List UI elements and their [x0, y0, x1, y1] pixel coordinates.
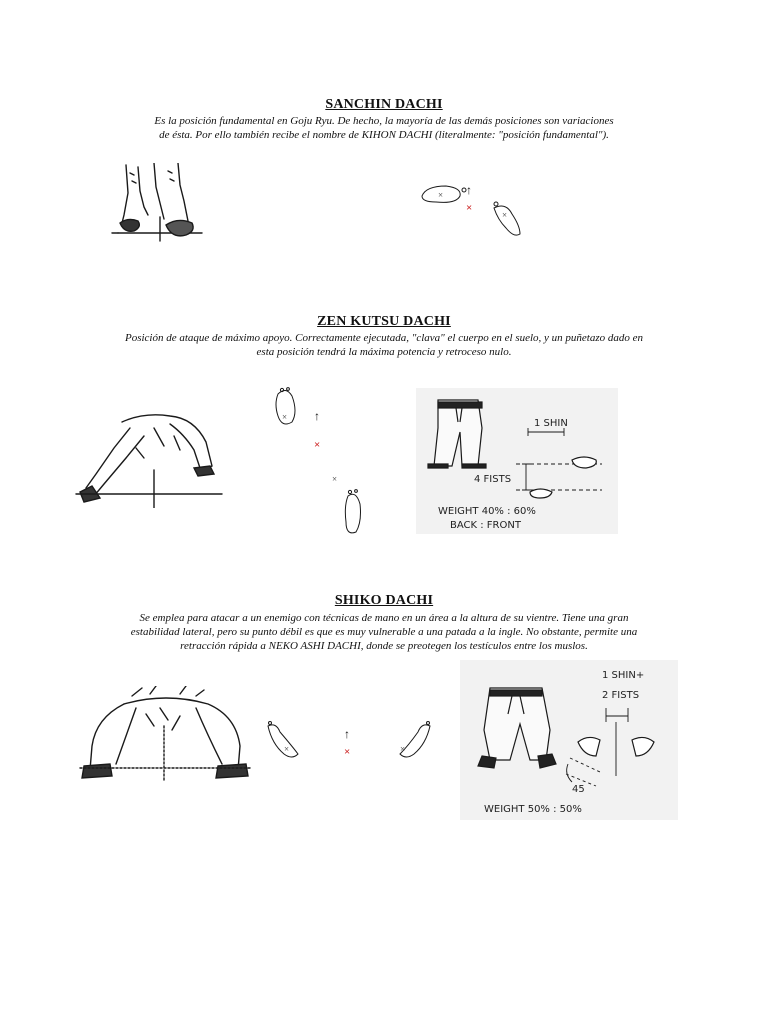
description-line: de ésta. Por ello también recibe el nombre de KIHON DACHI (literalmente: "posición fundamental").: [159, 129, 609, 141]
weight-distribution-label: WEIGHT 40% : 60%: [438, 506, 536, 517]
sanchin-stance-illustration: [108, 163, 208, 243]
center-mark: ×: [282, 412, 288, 422]
zenkutsu-foot-diagram: [264, 384, 374, 540]
shin-measure-label: 1 SHIN+: [602, 670, 645, 681]
zenkutsu-measurement-panel: [416, 388, 618, 534]
description-line: retracción rápida a NEKO ASHI DACHI, donde se preotegen los testículos entre los muslos.: [180, 640, 588, 652]
section-title-shiko: SHIKO DACHI: [334, 593, 434, 608]
center-mark: ×: [332, 474, 338, 484]
section-description-sanchin: [84, 114, 684, 142]
direction-arrow-icon: ↑: [344, 727, 350, 741]
section-title-sanchin: SANCHIN DACHI: [325, 97, 443, 112]
section-description-shiko: [64, 611, 704, 653]
front-footprint-icon: [345, 494, 360, 533]
direction-arrow-icon: ↑: [314, 409, 320, 423]
description-line: Posición de ataque de máximo apoyo. Correctamente ejecutada, "clava" el cuerpo en el suelo, y un puñetazo dado en: [124, 332, 644, 344]
description-line: Se emplea para atacar a un enemigo con técnicas de mano en un área a la altura de su vientre. Tiene una gran: [139, 612, 629, 624]
center-mark: ×: [284, 744, 290, 754]
shiko-measurement-panel: [460, 660, 678, 820]
back-foot-shape: [530, 489, 552, 498]
weight-distribution-label: WEIGHT 50% : 50%: [484, 804, 582, 815]
shin-measure-label: 1 SHIN: [534, 418, 568, 429]
center-mark: ×: [502, 210, 508, 220]
center-of-gravity-marker: ×: [314, 439, 321, 451]
description-line: estabilidad lateral, pero su punto débil es que es muy vulnerable a una patada a la ingle. No obstante, permite una: [130, 626, 638, 638]
direction-arrow-icon: ↑: [466, 183, 472, 197]
sanchin-foot-diagram: [416, 180, 536, 240]
shiko-stance-illustration: [76, 686, 256, 782]
section-description-zenkutsu: [74, 331, 694, 359]
shiko-foot-diagram: [262, 720, 442, 764]
description-line: esta posición tendrá la máxima potencia y retroceso nulo.: [256, 346, 512, 358]
fists-measure-label: 4 FISTS: [474, 474, 512, 485]
weight-sides-label: BACK : FRONT: [450, 520, 521, 531]
center-of-gravity-marker: ×: [344, 746, 351, 758]
center-mark: ×: [438, 190, 444, 200]
center-of-gravity-marker: ×: [466, 202, 473, 214]
zenkutsu-stance-illustration: [74, 388, 224, 508]
center-mark: ×: [400, 744, 406, 754]
section-title-zenkutsu: ZEN KUTSU DACHI: [317, 314, 451, 329]
angle-label: 45: [572, 784, 585, 795]
left-footprint-icon: [268, 725, 298, 757]
fists-measure-label: 2 FISTS: [602, 690, 640, 701]
description-line: Es la posición fundamental en Goju Ryu. De hecho, la mayoría de las demás posiciones son variaciones: [154, 115, 614, 127]
